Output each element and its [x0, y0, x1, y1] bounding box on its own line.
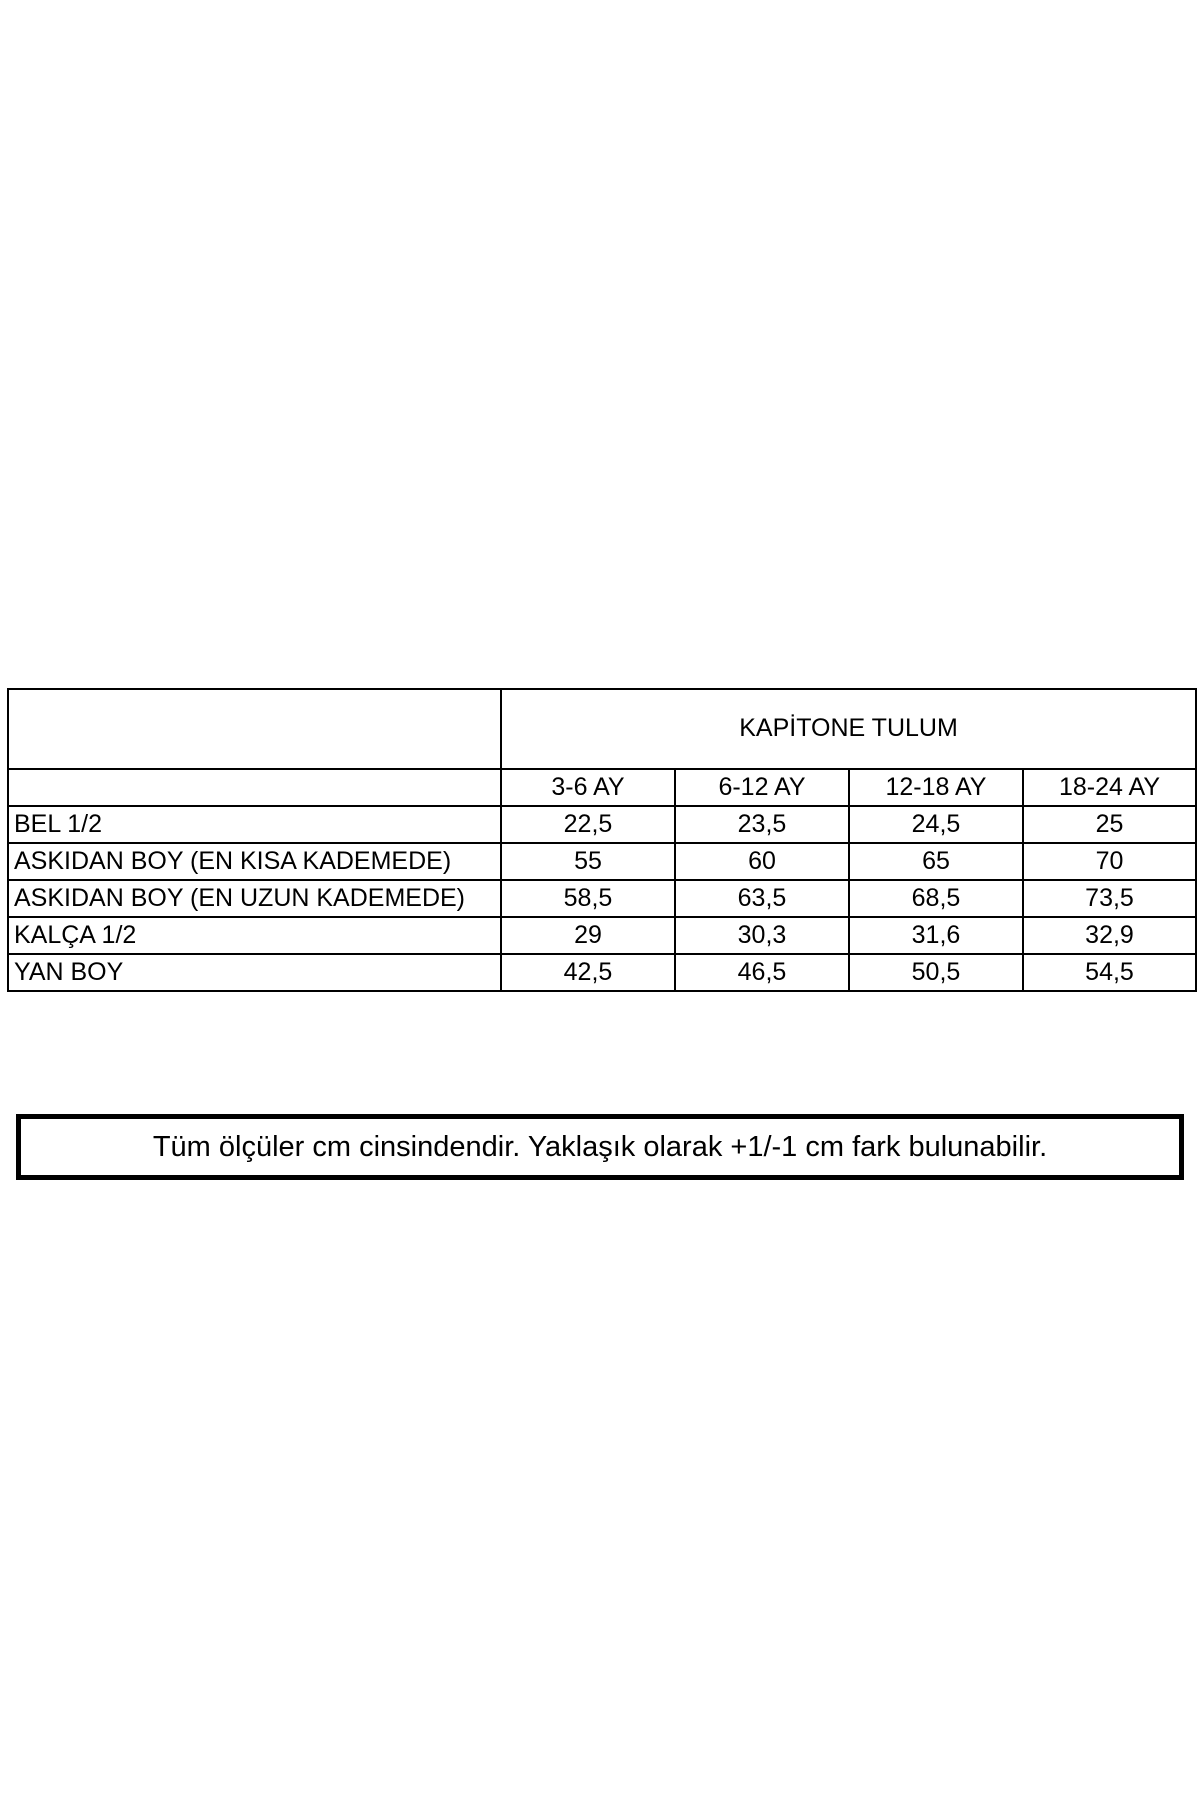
cell-value: 50,5 [849, 954, 1023, 991]
cell-value: 54,5 [1023, 954, 1196, 991]
cell-value: 30,3 [675, 917, 849, 954]
measurement-note-box [16, 1114, 1184, 1180]
table-row-yan-boy [8, 954, 1196, 991]
table-title-row [8, 689, 1196, 769]
cell-value: 22,5 [501, 806, 675, 843]
table-row-askidan-boy-kisa [8, 843, 1196, 880]
row-label: BEL 1/2 [8, 806, 501, 843]
table-title: KAPİTONE TULUM [501, 689, 1196, 769]
size-chart-table [7, 688, 1197, 992]
row-label: YAN BOY [8, 954, 501, 991]
cell-value: 58,5 [501, 880, 675, 917]
cell-value: 55 [501, 843, 675, 880]
cell-value: 68,5 [849, 880, 1023, 917]
cell-value: 70 [1023, 843, 1196, 880]
row-label: KALÇA 1/2 [8, 917, 501, 954]
row-label: ASKIDAN BOY (EN UZUN KADEMEDE) [8, 880, 501, 917]
cell-value: 46,5 [675, 954, 849, 991]
cell-value: 24,5 [849, 806, 1023, 843]
cell-value: 65 [849, 843, 1023, 880]
column-header-12-18-ay: 12-18 AY [849, 769, 1023, 806]
table-row-kalca [8, 917, 1196, 954]
corner-empty-cell [8, 689, 501, 769]
cell-value: 73,5 [1023, 880, 1196, 917]
cell-value: 29 [501, 917, 675, 954]
row-label: ASKIDAN BOY (EN KISA KADEMEDE) [8, 843, 501, 880]
cell-value: 23,5 [675, 806, 849, 843]
cell-value: 32,9 [1023, 917, 1196, 954]
header-empty-cell [8, 769, 501, 806]
column-header-row [8, 769, 1196, 806]
cell-value: 25 [1023, 806, 1196, 843]
table-row-askidan-boy-uzun [8, 880, 1196, 917]
cell-value: 63,5 [675, 880, 849, 917]
table-row-bel [8, 806, 1196, 843]
cell-value: 42,5 [501, 954, 675, 991]
column-header-3-6-ay: 3-6 AY [501, 769, 675, 806]
column-header-18-24-ay: 18-24 AY [1023, 769, 1196, 806]
cell-value: 31,6 [849, 917, 1023, 954]
column-header-6-12-ay: 6-12 AY [675, 769, 849, 806]
cell-value: 60 [675, 843, 849, 880]
measurement-note-text: Tüm ölçüler cm cinsindendir. Yaklaşık olarak +1/-1 cm fark bulunabilir. [152, 1130, 1048, 1163]
